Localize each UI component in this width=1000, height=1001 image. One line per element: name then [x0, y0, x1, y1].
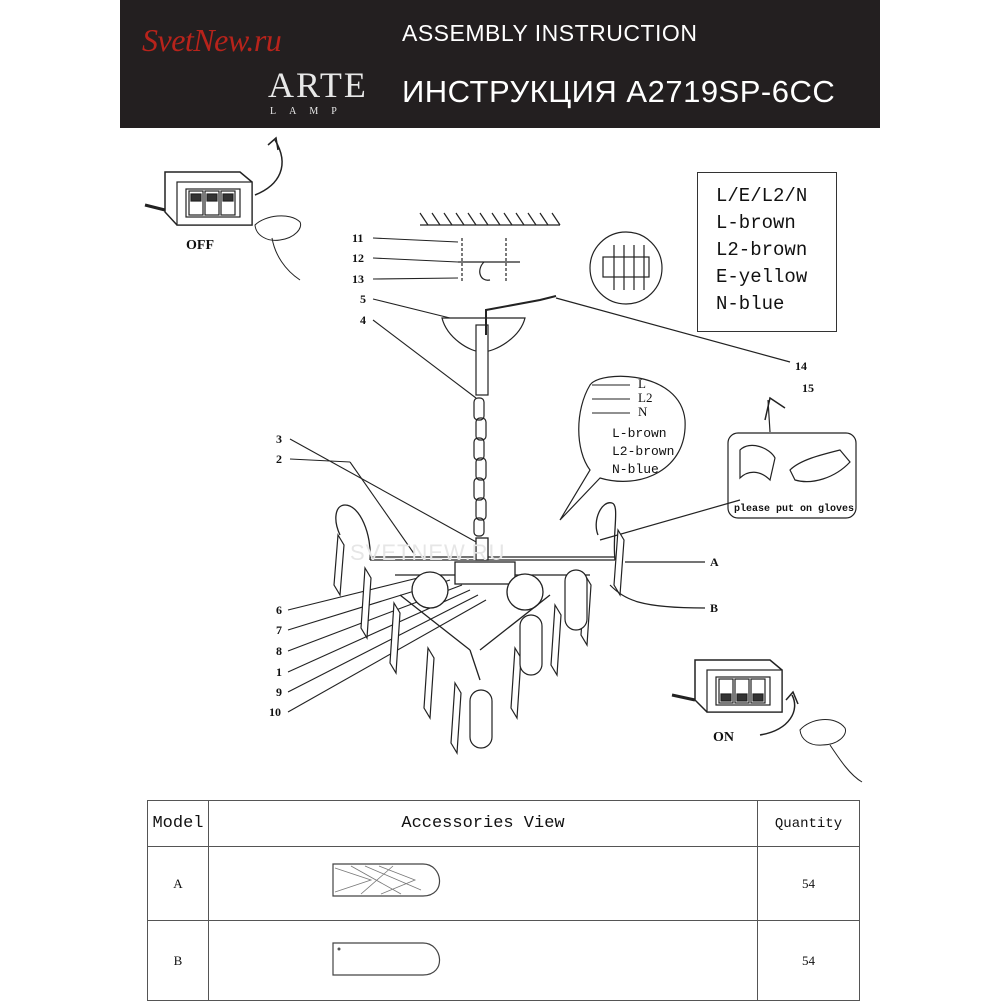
- title-russian: ИНСТРУКЦИЯ A2719SP-6CC: [402, 74, 836, 109]
- callout-leaders-left: [288, 238, 486, 712]
- table-row: [148, 921, 860, 1001]
- wire-legend-brown: L-brown: [612, 426, 667, 441]
- callout-9: 9: [276, 685, 282, 699]
- header-model: Model: [148, 801, 209, 847]
- wire-legend-l2-brown: L2-brown: [612, 444, 675, 459]
- switch-off-icon: [145, 138, 301, 280]
- ceiling-hatch: [420, 213, 560, 225]
- language-letter: A: [892, 14, 921, 61]
- table-row: [148, 847, 860, 921]
- callout-6: 6: [276, 603, 282, 617]
- header-quantity: Quantity: [758, 801, 860, 847]
- row-b-quantity: 54: [758, 921, 860, 1001]
- callout-a: A: [710, 555, 719, 569]
- switch-on-label: ON: [713, 730, 734, 745]
- callout-1: 1: [276, 665, 282, 679]
- row-b-model: B: [148, 921, 209, 1001]
- callout-15: 15: [802, 381, 814, 395]
- legend-line-l2: L2-brown: [716, 239, 808, 261]
- switch-off-label: OFF: [186, 238, 214, 253]
- callout-3: 3: [276, 432, 282, 446]
- book-info-icon: [936, 20, 976, 64]
- mounting-bracket: [458, 238, 520, 282]
- crystal-b-icon: [331, 939, 451, 979]
- row-a-view: [209, 847, 758, 921]
- watermark: SVETNEW.RU: [350, 540, 506, 565]
- callout-12: 12: [352, 251, 364, 265]
- wire-legend-blue: N-blue: [612, 462, 659, 477]
- brand-site-logo: SvetNew.ru: [142, 22, 282, 58]
- wire-legend-box: [697, 172, 837, 332]
- wire-tag-l2: L2: [638, 390, 653, 405]
- callout-10: 10: [269, 705, 281, 719]
- row-b-view: [209, 921, 758, 1001]
- callout-11: 11: [352, 231, 364, 245]
- callout-8: 8: [276, 644, 282, 658]
- row-a-quantity: 54: [758, 847, 860, 921]
- terminal-block-zoom: [590, 232, 662, 304]
- brand-sub: LAMP: [270, 106, 350, 117]
- svg-text:i: i: [959, 32, 965, 52]
- callout-7: 7: [276, 623, 282, 637]
- legend-line-l: L-brown: [716, 212, 796, 234]
- callout-4: 4: [360, 313, 366, 327]
- callout-13: 13: [352, 272, 364, 286]
- assembly-drawing: [0, 128, 1000, 800]
- title-english: ASSEMBLY INSTRUCTION: [402, 20, 698, 46]
- legend-line-n: N-blue: [716, 293, 785, 315]
- accessories-table: [147, 800, 860, 1000]
- switch-on-icon: [672, 660, 862, 782]
- header-accessories-view: Accessories View: [209, 801, 758, 847]
- callout-5: 5: [360, 292, 366, 306]
- legend-line-e: E-yellow: [716, 266, 808, 288]
- assembly-diagram: [0, 128, 1000, 800]
- gloves-note: please put on gloves: [734, 504, 855, 515]
- callout-2: 2: [276, 452, 282, 466]
- chain: [474, 398, 486, 536]
- wire-tag-l: L: [638, 376, 646, 391]
- legend-line-header: L/E/L2/N: [716, 185, 808, 207]
- callout-b: B: [710, 601, 719, 615]
- crystal-a-icon: [331, 860, 451, 900]
- brand-name: ARTE: [268, 65, 368, 105]
- header-banner: [120, 0, 965, 128]
- callout-14: 14: [795, 359, 807, 373]
- row-a-model: A: [148, 847, 209, 921]
- wire-tag-n: N: [638, 404, 648, 419]
